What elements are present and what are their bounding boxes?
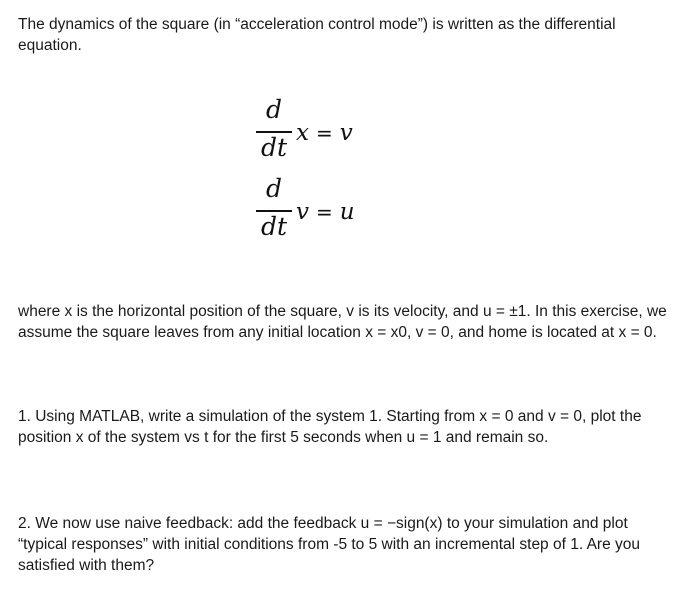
equation-expression (296, 198, 355, 226)
equation-rhs: v (339, 120, 353, 146)
equals-sign: = (315, 121, 333, 145)
equation-lhs-variable: v (296, 199, 309, 225)
equation-expression (296, 119, 353, 147)
where-paragraph: where x is the horizontal position of the square, v is its velocity, and u = ±1. In this exercise, we assume the square leaves from any initial location x = x0, v = 0, and home is located at x = 0. (18, 303, 667, 341)
question-2: 2. We now use naive feedback: add the feedback u = −sign(x) to your simulation and plot “typical responses” with initial conditions from -5 to 5 with an incremental step of 1. Are you satisfied with them? (18, 515, 641, 574)
equation-lhs-variable: x (296, 120, 309, 146)
intro-paragraph: The dynamics of the square (in “acceleration control mode”) is written as the differential equation. (18, 16, 616, 54)
fraction-numerator: d (265, 95, 282, 124)
fraction-denominator: dt (260, 133, 288, 162)
question-1: 1. Using MATLAB, write a simulation of the system 1. Starting from x = 0 and v = 0, plot the position x of the system vs t for the first 5 seconds when u = 1 and remain so. (18, 408, 642, 446)
fraction-numerator: d (265, 174, 282, 203)
equation-rhs: u (339, 199, 355, 225)
fraction-denominator: dt (260, 212, 288, 241)
equals-sign: = (316, 200, 333, 224)
